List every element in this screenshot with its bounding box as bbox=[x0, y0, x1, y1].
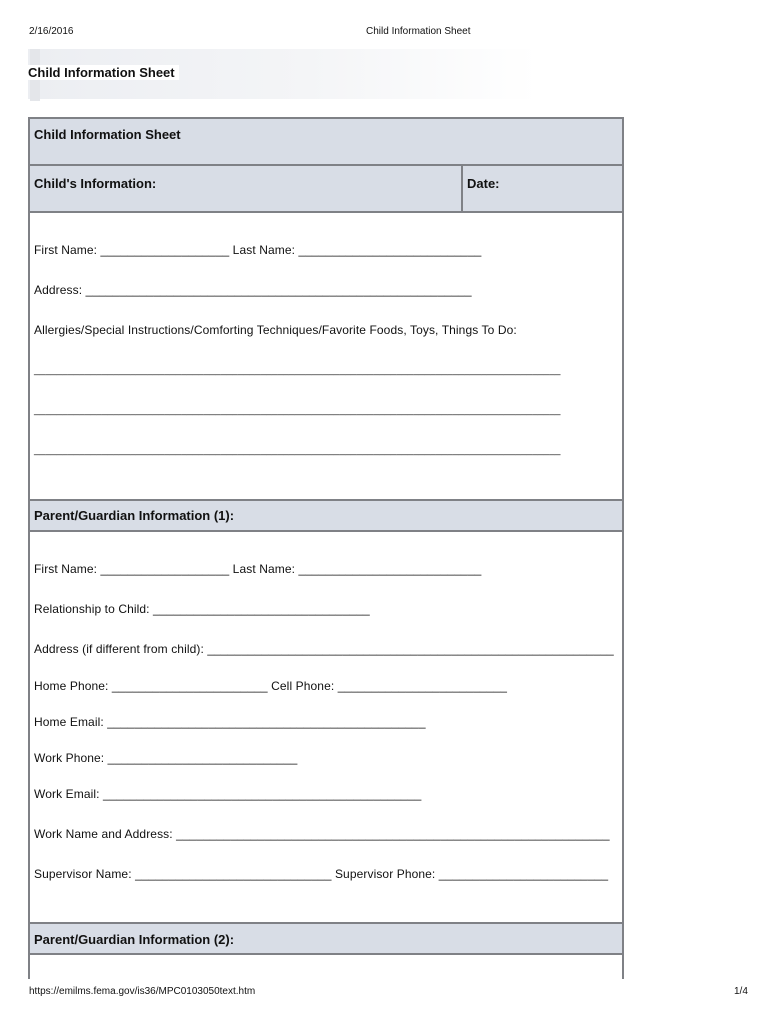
print-url: https://emilms.fema.gov/is36/MPC0103050text.htm bbox=[29, 986, 256, 997]
allergies-line-2[interactable]: _____________________________________________________________________________________________ bbox=[34, 405, 561, 416]
form-title-header bbox=[30, 119, 622, 164]
parent1-relationship-field[interactable]: Relationship to Child: ________________________________ bbox=[34, 602, 370, 616]
divider bbox=[30, 530, 622, 532]
parent2-header bbox=[30, 924, 622, 953]
parent1-label: Parent/Guardian Information (1): bbox=[34, 508, 235, 523]
page-title: Child Information Sheet bbox=[28, 65, 179, 80]
allergies-line-1[interactable]: _____________________________________________________________________________________________ bbox=[34, 365, 561, 376]
parent1-address-field[interactable]: Address (if different from child): ____________________________________________________________ bbox=[34, 642, 614, 656]
divider bbox=[30, 211, 622, 213]
page-number: 1/4 bbox=[734, 986, 748, 997]
parent1-work-address-field[interactable]: Work Name and Address: ________________________________________________________________ bbox=[34, 827, 610, 841]
date-label: Date: bbox=[467, 176, 500, 191]
title-band bbox=[28, 49, 538, 99]
child-info-label: Child's Information: bbox=[34, 176, 157, 191]
form-title: Child Information Sheet bbox=[34, 127, 181, 142]
parent1-phones-field[interactable]: Home Phone: _______________________ Cell Phone: _________________________ bbox=[34, 679, 508, 693]
print-date: 2/16/2016 bbox=[29, 26, 74, 37]
allergies-line-3[interactable]: _____________________________________________________________________________________________ bbox=[34, 445, 561, 456]
print-header bbox=[0, 26, 770, 40]
parent2-label: Parent/Guardian Information (2): bbox=[34, 932, 235, 947]
parent1-name-field[interactable]: First Name: ___________________ Last Name: ___________________________ bbox=[34, 562, 482, 576]
date-divider bbox=[461, 166, 463, 211]
allergies-label: Allergies/Special Instructions/Comforting Techniques/Favorite Foods, Toys, Things To Do: bbox=[34, 323, 517, 337]
print-title: Child Information Sheet bbox=[366, 26, 471, 37]
child-address-field[interactable]: Address: _________________________________________________________ bbox=[34, 283, 472, 297]
parent1-supervisor-field[interactable]: Supervisor Name: _____________________________ Supervisor Phone: _________________________ bbox=[34, 867, 609, 881]
parent1-work-email-field[interactable]: Work Email: _______________________________________________ bbox=[34, 787, 422, 801]
parent1-work-phone-field[interactable]: Work Phone: ____________________________ bbox=[34, 751, 298, 765]
parent1-header bbox=[30, 501, 622, 530]
child-info-header bbox=[30, 166, 622, 211]
child-information-form bbox=[28, 117, 624, 979]
child-name-field[interactable]: First Name: ___________________ Last Name: ___________________________ bbox=[34, 243, 482, 257]
parent1-home-email-field[interactable]: Home Email: _______________________________________________ bbox=[34, 715, 426, 729]
divider bbox=[30, 953, 622, 955]
